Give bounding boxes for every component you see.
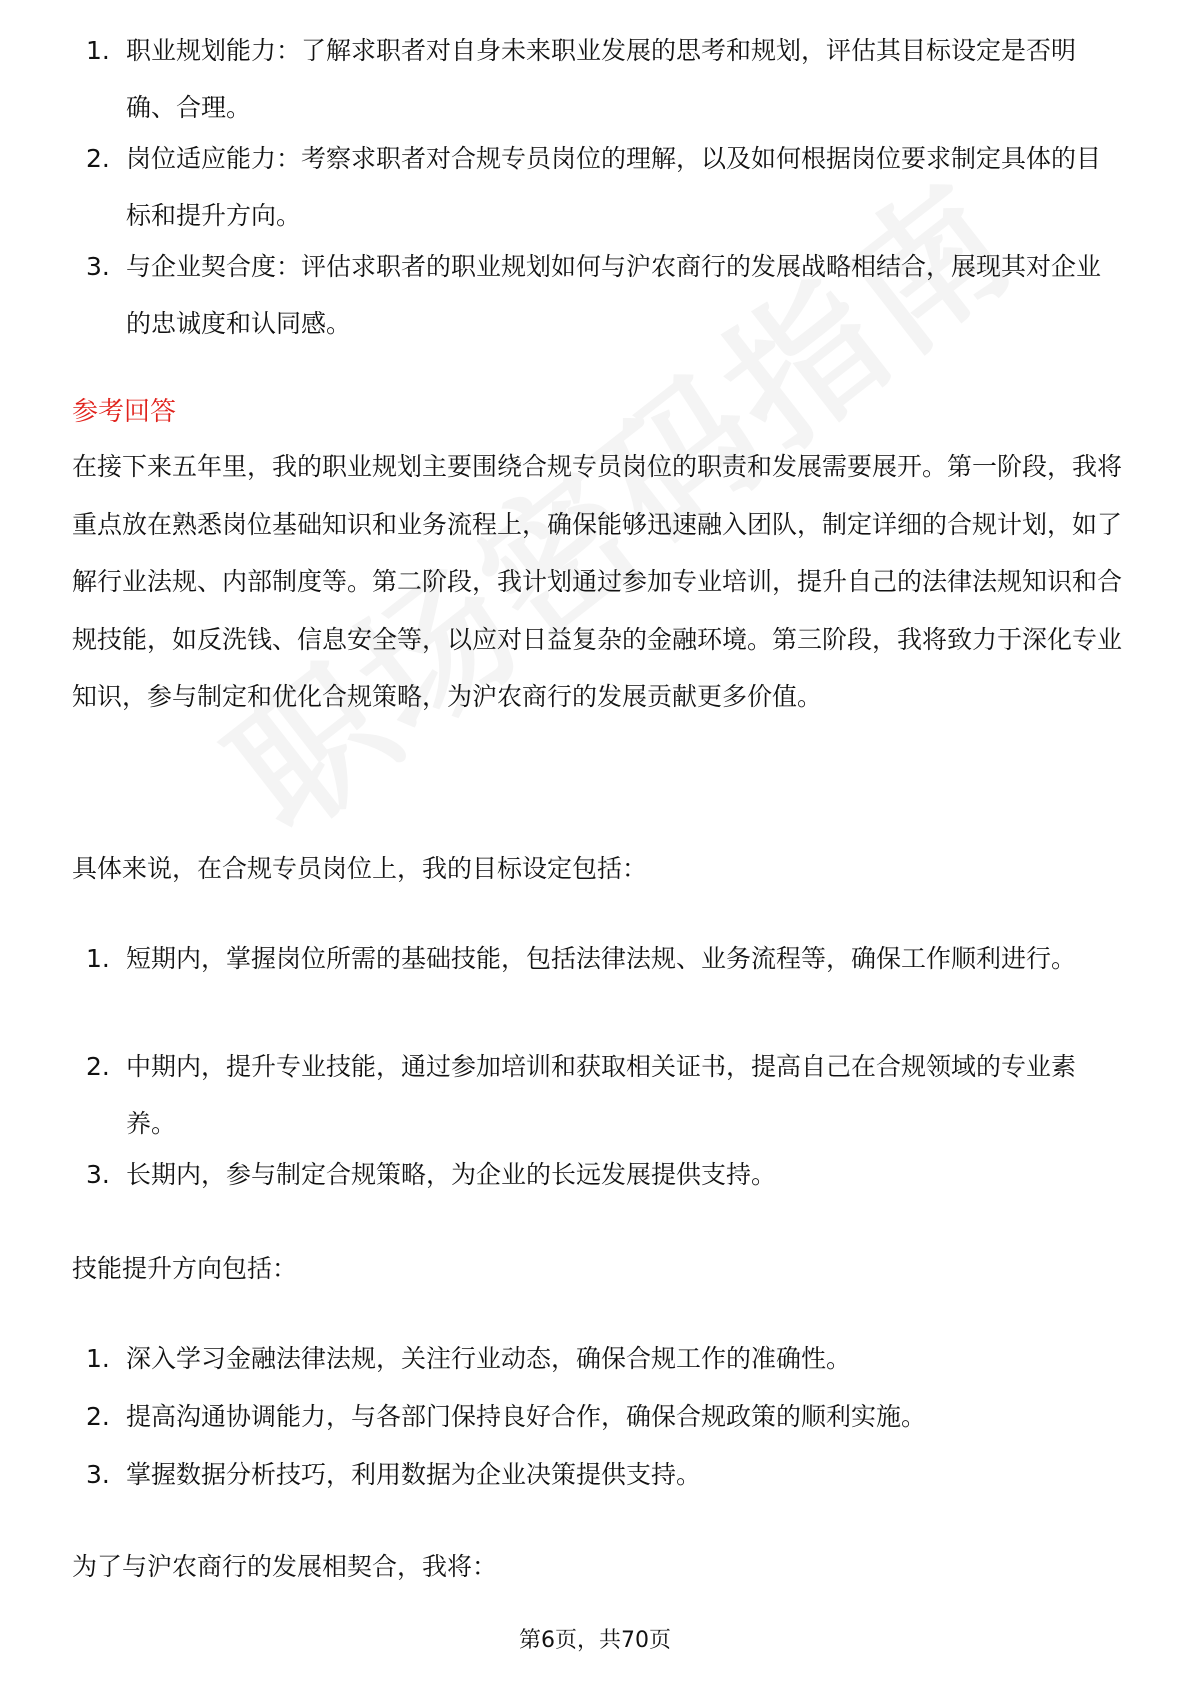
list-number: 1. [86,1344,110,1373]
list-item-text: 掌握数据分析技巧，利用数据为企业决策提供支持。 [126,1460,702,1489]
list-item-text: 职业规划能力：了解求职者对自身未来职业发展的思考和规划，评估其目标设定是否明确、合理。 [126,36,1077,122]
list-item-text: 长期内，参与制定合规策略，为企业的长远发展提供支持。 [126,1160,777,1189]
list-item-text: 提高沟通协调能力，与各部门保持良好合作，确保合规政策的顺利实施。 [126,1402,927,1431]
list-number: 2. [86,144,110,173]
list-number: 3. [86,252,110,281]
list-item-text: 与企业契合度：评估求职者的职业规划如何与沪农商行的发展战略相结合，展现其对企业的忠诚度和认同感。 [126,252,1102,338]
list-number: 3. [86,1160,110,1189]
page-number: 第6页，共70页 [519,1628,671,1653]
list-number: 3. [86,1460,110,1489]
list-item-text: 中期内，提升专业技能，通过参加培训和获取相关证书，提高自己在合规领域的专业素养。 [126,1052,1077,1138]
skills-intro: 技能提升方向包括： [72,1254,298,1283]
fit-intro: 为了与沪农商行的发展相契合，我将： [72,1552,498,1581]
list-item-text: 深入学习金融法律法规，关注行业动态，确保合规工作的准确性。 [126,1344,852,1373]
list-number: 2. [86,1402,110,1431]
goals-intro: 具体来说，在合规专员岗位上，我的目标设定包括： [72,854,648,883]
intro-paragraph: 在接下来五年里，我的职业规划主要围绕合规专员岗位的职责和发展需要展开。第一阶段，我将重点放在熟悉岗位基础知识和业务流程上，确保能够迅速融入团队，制定详细的合规计划，如了解行业法规、内部制度等。第二阶段，我计划通过参加专业培训，提升自己的法律法规知识和合规技能，如反洗钱、信息安全等，以应对日益复杂的金融环境。第三阶段，我将致力于深化专业知识，参与制定和优化合规策略，为沪农商行的发展贡献更多价值。 [72,452,1123,711]
section-heading: 参考回答 [72,397,177,427]
list-number: 2. [86,1052,110,1081]
list-number: 1. [86,36,110,65]
list-number: 1. [86,944,110,973]
list-item-text: 岗位适应能力：考察求职者对合规专员岗位的理解，以及如何根据岗位要求制定具体的目标和提升方向。 [126,144,1102,230]
list-item-text: 短期内，掌握岗位所需的基础技能，包括法律法规、业务流程等，确保工作顺利进行。 [126,944,1077,973]
